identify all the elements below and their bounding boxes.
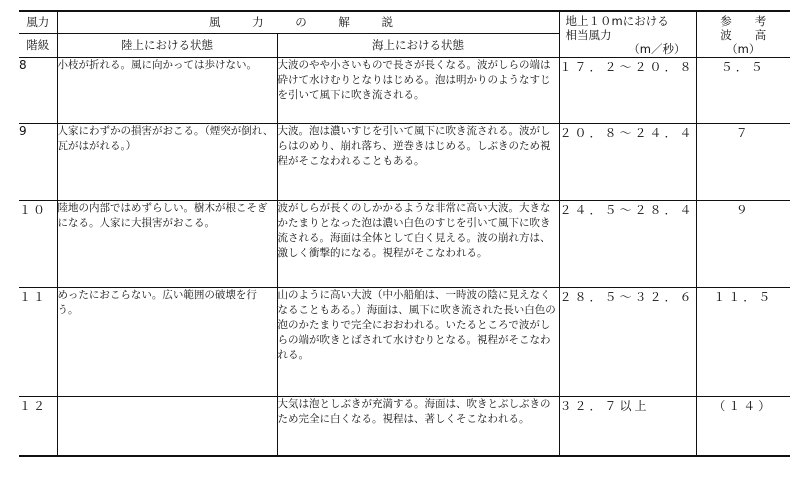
wave-header-line1: 参 考 — [720, 14, 767, 28]
description-header: 風 力 の 解 説 — [57, 11, 559, 33]
level-cell: 9 — [19, 123, 57, 200]
wind-speed-cell: ２８．５〜３２．６ — [559, 287, 696, 396]
wave-header-unit: （m） — [726, 42, 761, 56]
land-header: 陸上における状態 — [57, 33, 277, 57]
level-cell: １１ — [19, 287, 57, 396]
wave-height-cell: １１．５ — [696, 287, 790, 396]
sea-condition-cell: 大気は泡としぶきが充満する。海面は、吹きとぶしぶきのため完全に白くなる。視程は、著しくそこなわれる。 — [277, 396, 559, 456]
wave-header-line2: 波 高 — [720, 28, 767, 42]
wave-height-cell: ５．５ — [696, 57, 790, 123]
table-row — [19, 200, 790, 287]
sea-condition-cell: 山のように高い大波（中小船舶は、一時波の陰に見えなくなることもある。）海面は、風下に吹き流された長い白色の泡のかたまりで完全におおわれる。いたるところで波がしらの端が吹きとばされて水けむりとなる。視程がそこなわれる。 — [277, 287, 559, 396]
table-row — [19, 396, 790, 456]
land-condition-cell — [57, 396, 277, 456]
wind-speed-cell: ２０．８〜２４．４ — [559, 123, 696, 200]
header-row-top — [19, 11, 790, 33]
level-cell: １２ — [19, 396, 57, 456]
wind-speed-cell: ２４．５〜２８．４ — [559, 200, 696, 287]
wave-height-cell: ７ — [696, 123, 790, 200]
speed-header-line1: 地上１０mにおける — [565, 14, 669, 28]
wave-header — [696, 11, 790, 57]
land-condition-cell: めったにおこらない。広い範囲の破壊を行う。 — [57, 287, 277, 396]
sea-condition-cell: 大波のやや小さいもので長さが長くなる。波がしらの端は砕けて水けむりとなりはじめる。泡は明かりのようなすじを引いて風下に吹き流される。 — [277, 57, 559, 123]
table-row — [19, 57, 790, 123]
speed-header-unit: （m／秒） — [628, 42, 686, 56]
land-condition-cell: 陸地の内部ではめずらしい。樹木が根こそぎになる。人家に大損害がおこる。 — [57, 200, 277, 287]
wind-speed-cell: ３２．７以上 — [559, 396, 696, 456]
level-header-bottom: 階級 — [19, 33, 57, 57]
speed-header — [559, 11, 696, 57]
wind-speed-cell: １７．２〜２０．８ — [559, 57, 696, 123]
speed-header-line2: 相当風力 — [565, 28, 612, 42]
sea-header: 海上における状態 — [277, 33, 559, 57]
beaufort-scale-table — [19, 10, 790, 457]
sea-condition-cell: 大波。泡は濃いすじを引いて風下に吹き流される。波がしらはのめり、崩れ落ち、逆巻きはじめる。しぶきのため視程がそこなわれることもある。 — [277, 123, 559, 200]
land-condition-cell: 人家にわずかの損害がおこる。（煙突が倒れ、瓦がはがれる。） — [57, 123, 277, 200]
table-row — [19, 287, 790, 396]
wave-height-cell: ９ — [696, 200, 790, 287]
level-cell: １０ — [19, 200, 57, 287]
land-condition-cell: 小枝が折れる。風に向かっては歩けない。 — [57, 57, 277, 123]
sea-condition-cell: 波がしらが長くのしかかるような非常に高い大波。大きなかたまりとなった泡は濃い白色のすじを引いて風下に吹き流される。海面は全体として白く見える。波の崩れ方は、激しく衝撃的になる。視程がそこなわれる。 — [277, 200, 559, 287]
level-cell: 8 — [19, 57, 57, 123]
level-header-top: 風力 — [19, 11, 57, 33]
wave-height-cell: （１４） — [696, 396, 790, 456]
table-row — [19, 123, 790, 200]
